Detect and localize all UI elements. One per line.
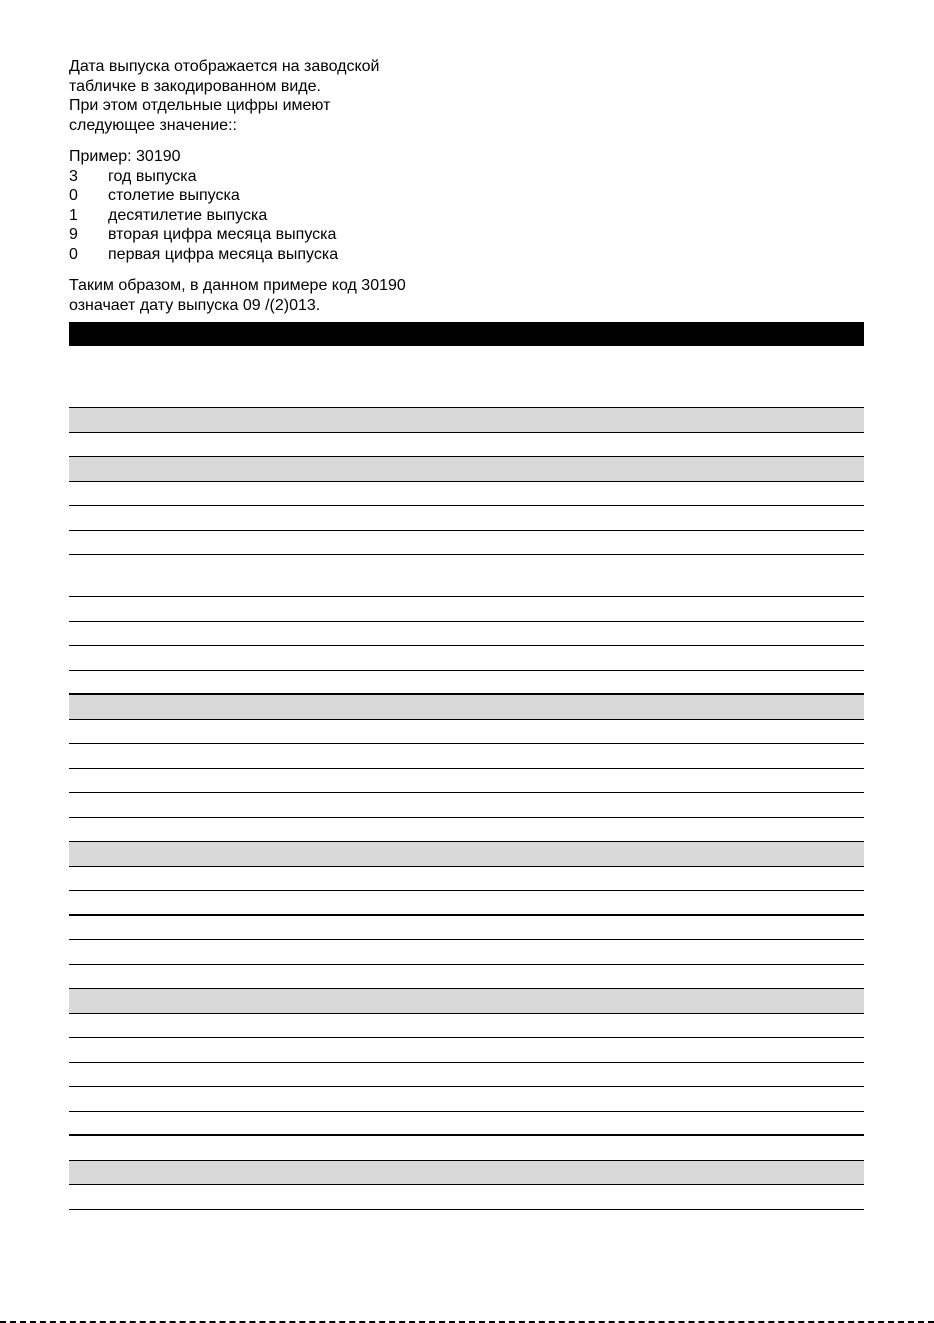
- table-row: [69, 1185, 864, 1210]
- table-row: [69, 1136, 864, 1161]
- code-digit-row: [69, 167, 489, 187]
- table-row: [69, 916, 864, 941]
- table-row: [69, 769, 864, 794]
- table-row: [69, 720, 864, 745]
- technical-data-table: [69, 322, 864, 1210]
- table-section-row: [69, 842, 864, 867]
- table-row: [69, 1087, 864, 1112]
- table-row: [69, 891, 864, 916]
- table-row: [69, 433, 864, 458]
- spacer: [69, 135, 489, 147]
- table-section-row: [69, 695, 864, 720]
- table-row: [69, 940, 864, 965]
- paragraph-line: табличке в закодированном виде.: [69, 77, 321, 95]
- table-row: [69, 1014, 864, 1039]
- table-body: [69, 347, 864, 1210]
- code-digit: 0: [69, 245, 78, 263]
- code-digit-row: [69, 225, 489, 245]
- table-row: [69, 506, 864, 531]
- code-digit-meaning: столетие выпуска: [108, 187, 240, 204]
- table-row: [69, 965, 864, 990]
- code-digit: 0: [69, 187, 78, 204]
- code-digit-meaning: год выпуска: [108, 167, 197, 185]
- paragraph-line: следующее значение::: [69, 116, 237, 134]
- code-digit-row: [69, 186, 489, 206]
- code-digit-row: [69, 245, 489, 265]
- table-row: [69, 671, 864, 696]
- table-row: [69, 1063, 864, 1088]
- paragraph-line: Дата выпуска отображается на заводской: [69, 58, 380, 75]
- code-digit-meaning: вторая цифра месяца выпуска: [108, 226, 337, 243]
- table-section-row: [69, 408, 864, 433]
- table-row: [69, 555, 864, 597]
- table-row: [69, 622, 864, 647]
- table-row: [69, 646, 864, 671]
- code-digit: 3: [69, 167, 78, 185]
- date-code-explanation: [69, 57, 489, 315]
- code-digit: 1: [69, 206, 78, 224]
- table-section-row: [69, 1161, 864, 1186]
- example-label: Пример: 30190: [69, 148, 181, 165]
- table-row: [69, 744, 864, 769]
- table-row: [69, 531, 864, 556]
- table-row: [69, 1038, 864, 1063]
- table-section-row: [69, 457, 864, 482]
- table-header-bar: [69, 322, 864, 347]
- code-digit-meaning: первая цифра месяца выпуска: [108, 245, 339, 263]
- code-digit-meaning: десятилетие выпуска: [108, 206, 268, 224]
- table-row: [69, 793, 864, 818]
- table-section-row: [69, 989, 864, 1014]
- paragraph-line: При этом отдельные цифры имеют: [69, 97, 331, 114]
- table-row: [69, 347, 864, 408]
- conclusion-line: означает дату выпуска 09 /(2)013.: [69, 296, 321, 314]
- code-digit-row: [69, 206, 489, 226]
- table-row: [69, 818, 864, 843]
- code-digit-list: [69, 167, 489, 265]
- table-row: [69, 1112, 864, 1137]
- conclusion-line: Таким образом, в данном примере код 30190: [69, 277, 406, 294]
- spacer: [69, 264, 489, 276]
- table-row: [69, 597, 864, 622]
- table-row: [69, 867, 864, 892]
- code-digit: 9: [69, 226, 78, 243]
- table-row: [69, 482, 864, 507]
